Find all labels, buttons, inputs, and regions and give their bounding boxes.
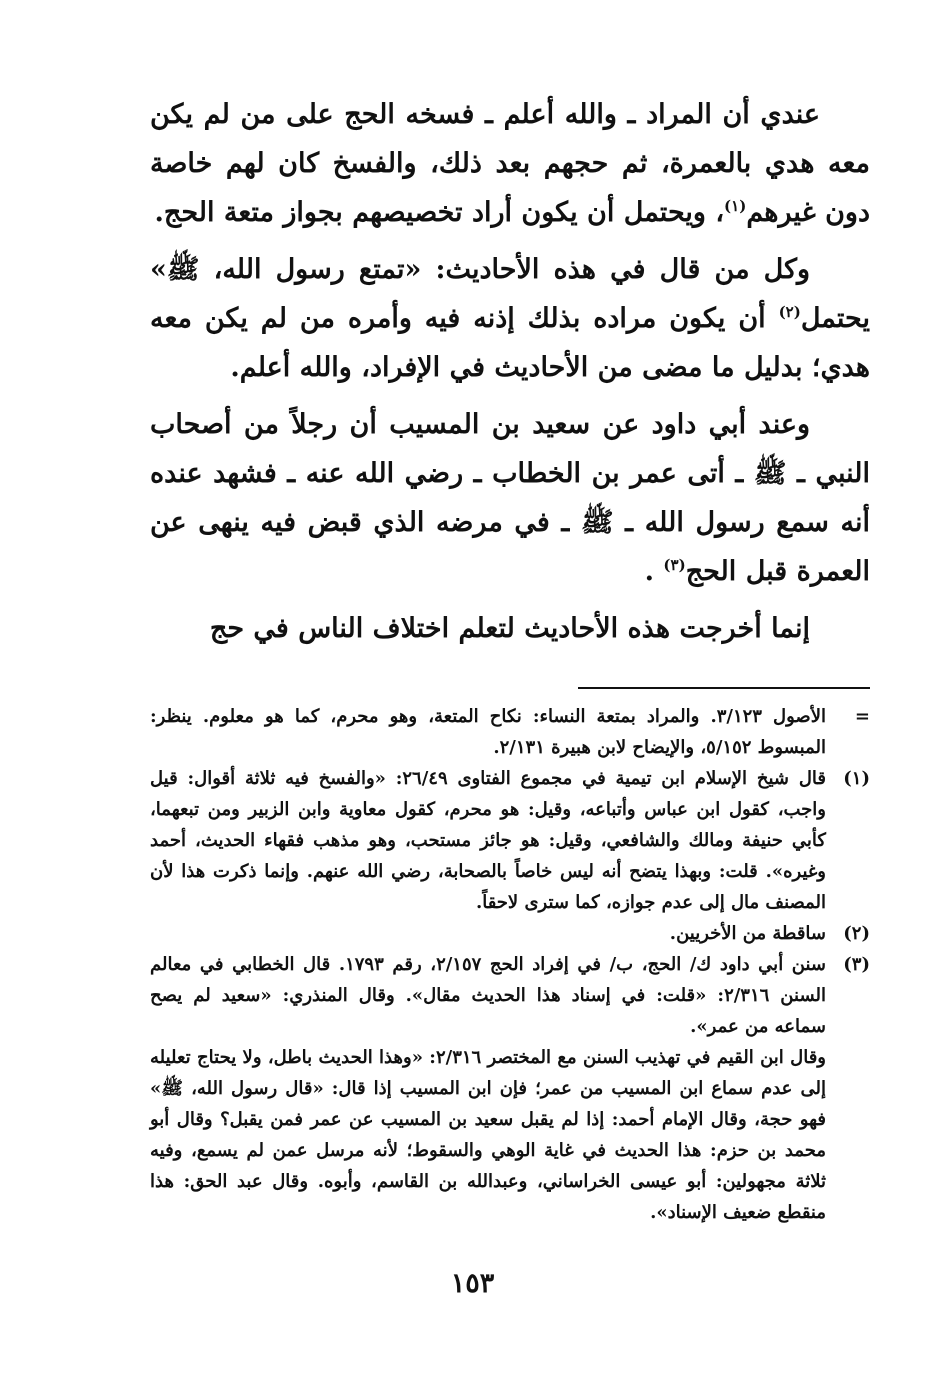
footnote-item xyxy=(150,763,870,918)
page-body xyxy=(150,90,870,1228)
footnote-item xyxy=(150,918,870,949)
footnote-reference[interactable]: (١) xyxy=(724,197,747,215)
footnote-separator xyxy=(150,687,870,689)
footnote-reference[interactable]: (٣) xyxy=(663,556,686,574)
separator-line xyxy=(578,687,870,689)
footnote-text: سنن أبي داود ك/ الحج، ب/ في إفراد الحج ٢/١٥٧، رقم ١٧٩٣. قال الخطابي في معالم السنن ٢/٣١٦: «قلت: في إسناد هذا الحديث مقال». وقال المنذري: «سعيد لم يصح سماعه من عمر». xyxy=(150,954,827,1037)
main-paragraph xyxy=(150,400,870,596)
footnote-marker: (١) xyxy=(843,768,870,789)
footnote-continuation xyxy=(150,701,870,763)
footnote-reference[interactable]: (٢) xyxy=(778,303,801,321)
main-paragraph xyxy=(150,604,870,653)
paragraph-text: إنما أخرجت هذه الأحاديث لتعلم اختلاف الناس في حج xyxy=(209,613,810,644)
paragraph-text: عندي أن المراد ـ والله أعلم ـ فسخه الحج على من لم يكن معه هدي بالعمرة، ثم حجهم بعد ذلك، والفسخ كان لهم خاصة دون غيرهم xyxy=(150,99,870,228)
footnote-item xyxy=(150,949,870,1042)
paragraph-text: وعند أبي داود عن سعيد بن المسيب أن رجلاً من أصحاب النبي ـ ﷺ ـ أتى عمر بن الخطاب ـ رضي الله عنه ـ فشهد عنده أنه سمع رسول الله ـ ﷺ ـ في مرضه الذي قبض فيه ينهى عن العمرة قبل الحج xyxy=(150,409,870,587)
footnote-marker: (٢) xyxy=(843,923,870,944)
footnote-text: الأصول ٣/١٢٣. والمراد بمتعة النساء: نكاح المتعة، وهو محرم، كما هو معلوم. ينظر: المبسوط ٥/١٥٢، والإيضاح لابن هبيرة ٢/١٣١. xyxy=(150,706,826,758)
footnote-marker: (٣) xyxy=(843,954,870,975)
footnote-text: ساقطة من الأخريين. xyxy=(669,923,826,944)
paragraph-text: . xyxy=(644,556,664,587)
page-number: ١٥٣ xyxy=(450,1268,495,1299)
paragraph-text: وكل من قال في هذه الأحاديث: «تمتع رسول الله، ﷺ» يحتمل xyxy=(150,254,870,334)
footnote-text: قال شيخ الإسلام ابن تيمية في مجموع الفتاوى ٢٦/٤٩: «والفسخ فيه ثلاثة أقوال: قيل واجب، كقول ابن عباس وأتباعه، وقيل: هو محرم، كقول معاوية وابن الزبير ومن تبعهما، كأبي حنيفة ومالك والشافعي، وقيل: هو جائز مستحب، وهو مذهب فقهاء الحديث، أحمد وغيره». قلت: وبهذا يتضح أنه ليس خاصاً بالصحابة، رضي الله عنهم. وإنما ذكرت هذا لأن المصنف مال إلى عدم جوازه، كما سترى لاحقاً. xyxy=(150,768,826,913)
paragraph-text: ، ويحتمل أن يكون أراد تخصيصهم بجواز متعة الحج. xyxy=(154,197,725,228)
footnote-text-continuation: وقال ابن القيم في تهذيب السنن مع المختصر ٢/٣١٦: «وهذا الحديث باطل، ولا يحتاج تعليله إلى عدم سماع ابن المسيب من عمر؛ فإن ابن المسيب إذا قال: «قال رسول الله، ﷺ» فهو حجة، وقال الإمام أحمد: إذا لم يقبل سعيد بن المسيب عن عمر فمن يقبل؟ وقال أبو محمد بن حزم: هذا الحديث في غاية الوهي والسقوط؛ لأنه مرسل عمن لم يسمع، وفيه ثلاثة مجهولين: أبو عيسى الخراساني، وعبدالله بن القاسم، وأبوه. وقال عبد الحق: هذا منقطع ضعيف الإسناد». xyxy=(150,1047,826,1223)
paragraph-text: أن يكون مراده بذلك إذنه فيه وأمره من لم يكن معه هدي؛ بدليل ما مضى من الأحاديث في الإفراد، والله أعلم. xyxy=(150,303,870,383)
main-paragraph xyxy=(150,90,870,237)
main-paragraph xyxy=(150,245,870,392)
footnote-marker: = xyxy=(854,706,870,727)
